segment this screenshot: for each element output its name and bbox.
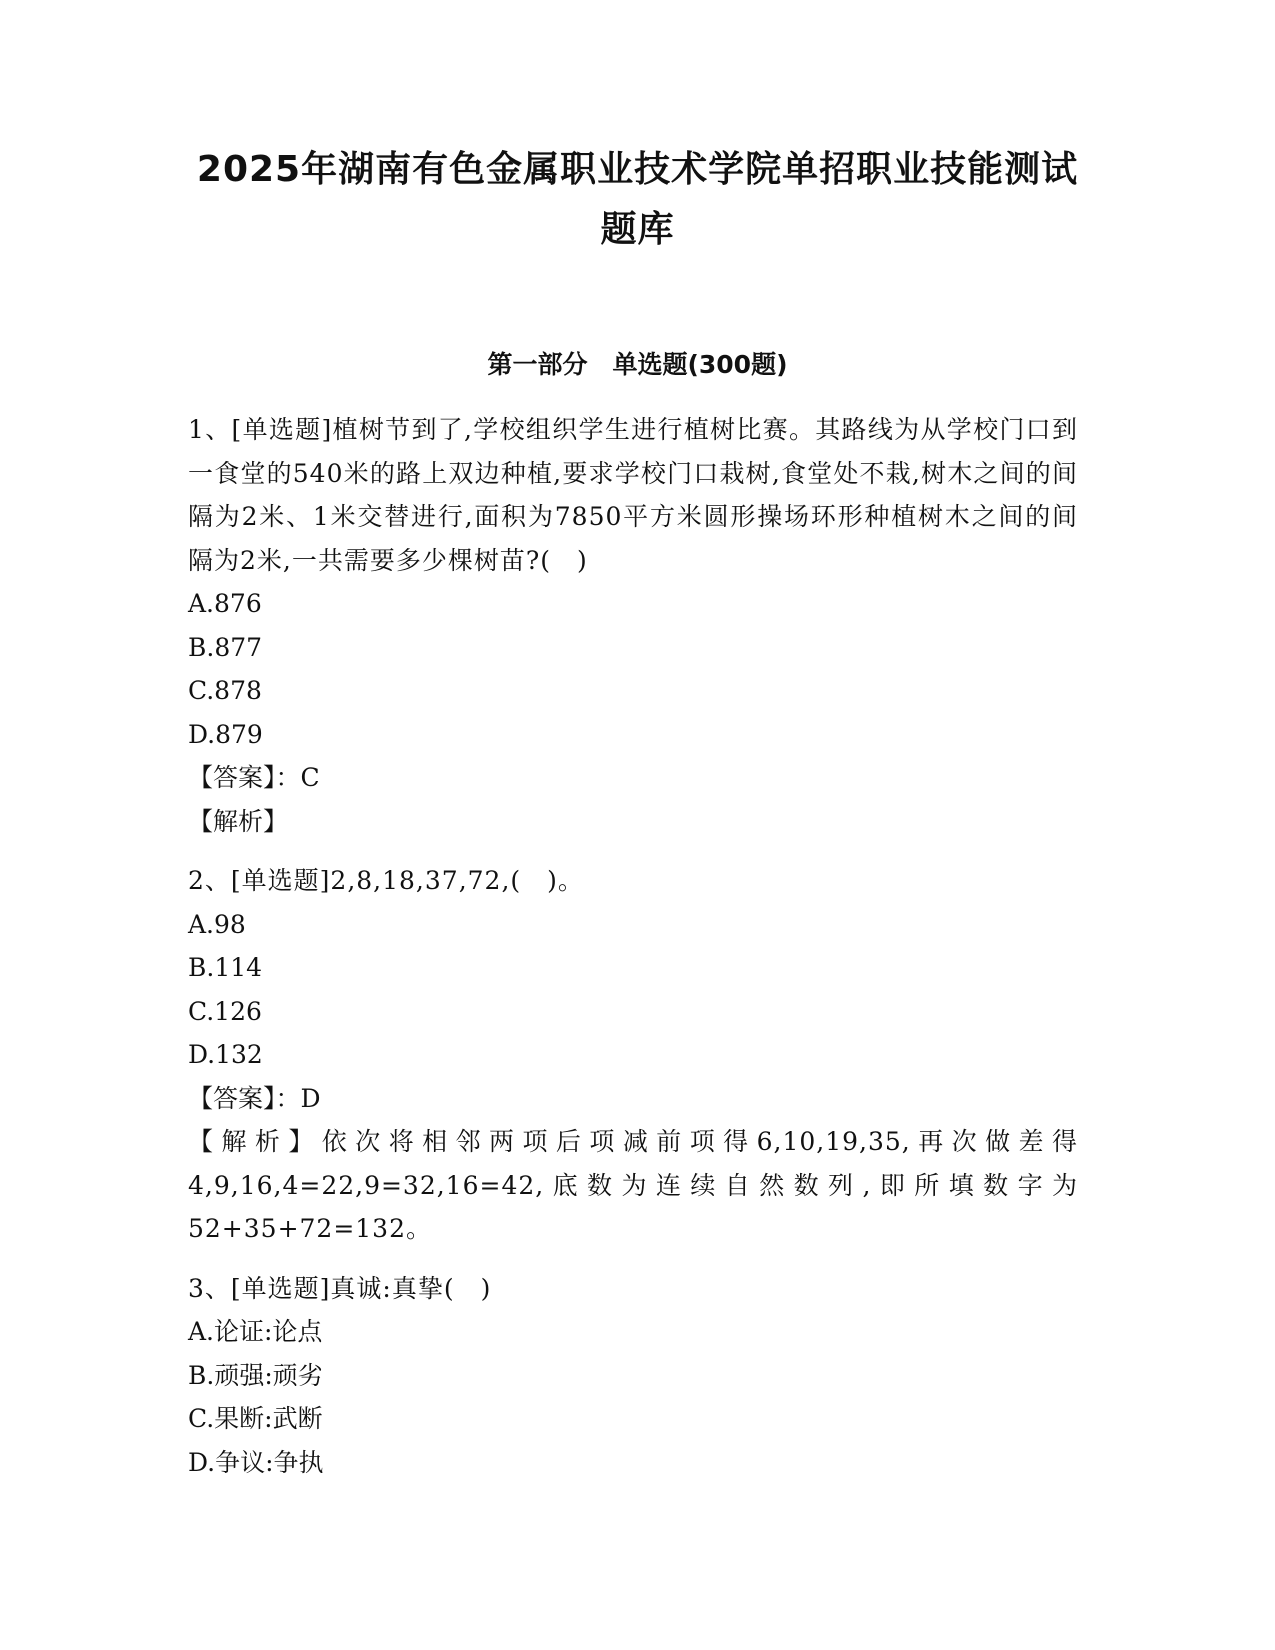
option-b: B.877 — [188, 632, 263, 662]
section-heading: 第一部分 单选题(300题) — [487, 350, 788, 379]
option-a: A.论证:论点 — [188, 1317, 323, 1346]
question-stem: 3、[单选题]真诚:真挚( ) — [188, 1273, 492, 1303]
option-c: C.126 — [188, 996, 262, 1026]
question-stem: 2、[单选题]2,8,18,37,72,( )。 — [188, 866, 584, 895]
option-b: B.114 — [188, 953, 263, 982]
title-line-2: 题库 — [600, 209, 675, 250]
question-list — [188, 408, 1078, 1500]
option-d: D.879 — [188, 719, 263, 749]
question-2 — [188, 859, 1078, 1251]
answer-line: 【答案】：C — [188, 763, 320, 792]
option-a: A.876 — [188, 589, 262, 618]
question-1 — [188, 408, 1078, 843]
question-3 — [188, 1267, 1078, 1485]
option-c: C.果断:武断 — [188, 1404, 323, 1433]
analysis-text: 【解析】依次将相邻两项后项减前项得6,10,19,35,再次做差得4,9,16,4=22,9=32,16=42,底数为连续自然数列,即所填数字为52+35+72=132。 — [188, 1127, 1078, 1243]
answer-line: 【答案】：D — [188, 1083, 321, 1113]
option-d: D.争议:争执 — [188, 1447, 324, 1477]
option-b: B.顽强:顽劣 — [188, 1360, 323, 1390]
option-c: C.878 — [188, 676, 262, 705]
option-a: A.98 — [188, 909, 246, 939]
question-stem: 1、[单选题]植树节到了,学校组织学生进行植树比赛。其路线为从学校门口到一食堂的540米的路上双边种植,要求学校门口栽树,食堂处不栽,树木之间的间隔为2米、1米交替进行,面积为7850平方米圆形操场环形种植树木之间的间隔为2米,一共需要多少棵树苗?( ) — [188, 415, 1078, 575]
analysis-line: 【解析】 — [188, 806, 289, 836]
document-title — [180, 140, 1095, 260]
title-line-1: 2025年湖南有色金属职业技术学院单招职业技能测试 — [196, 149, 1079, 190]
option-d: D.132 — [188, 1040, 263, 1069]
